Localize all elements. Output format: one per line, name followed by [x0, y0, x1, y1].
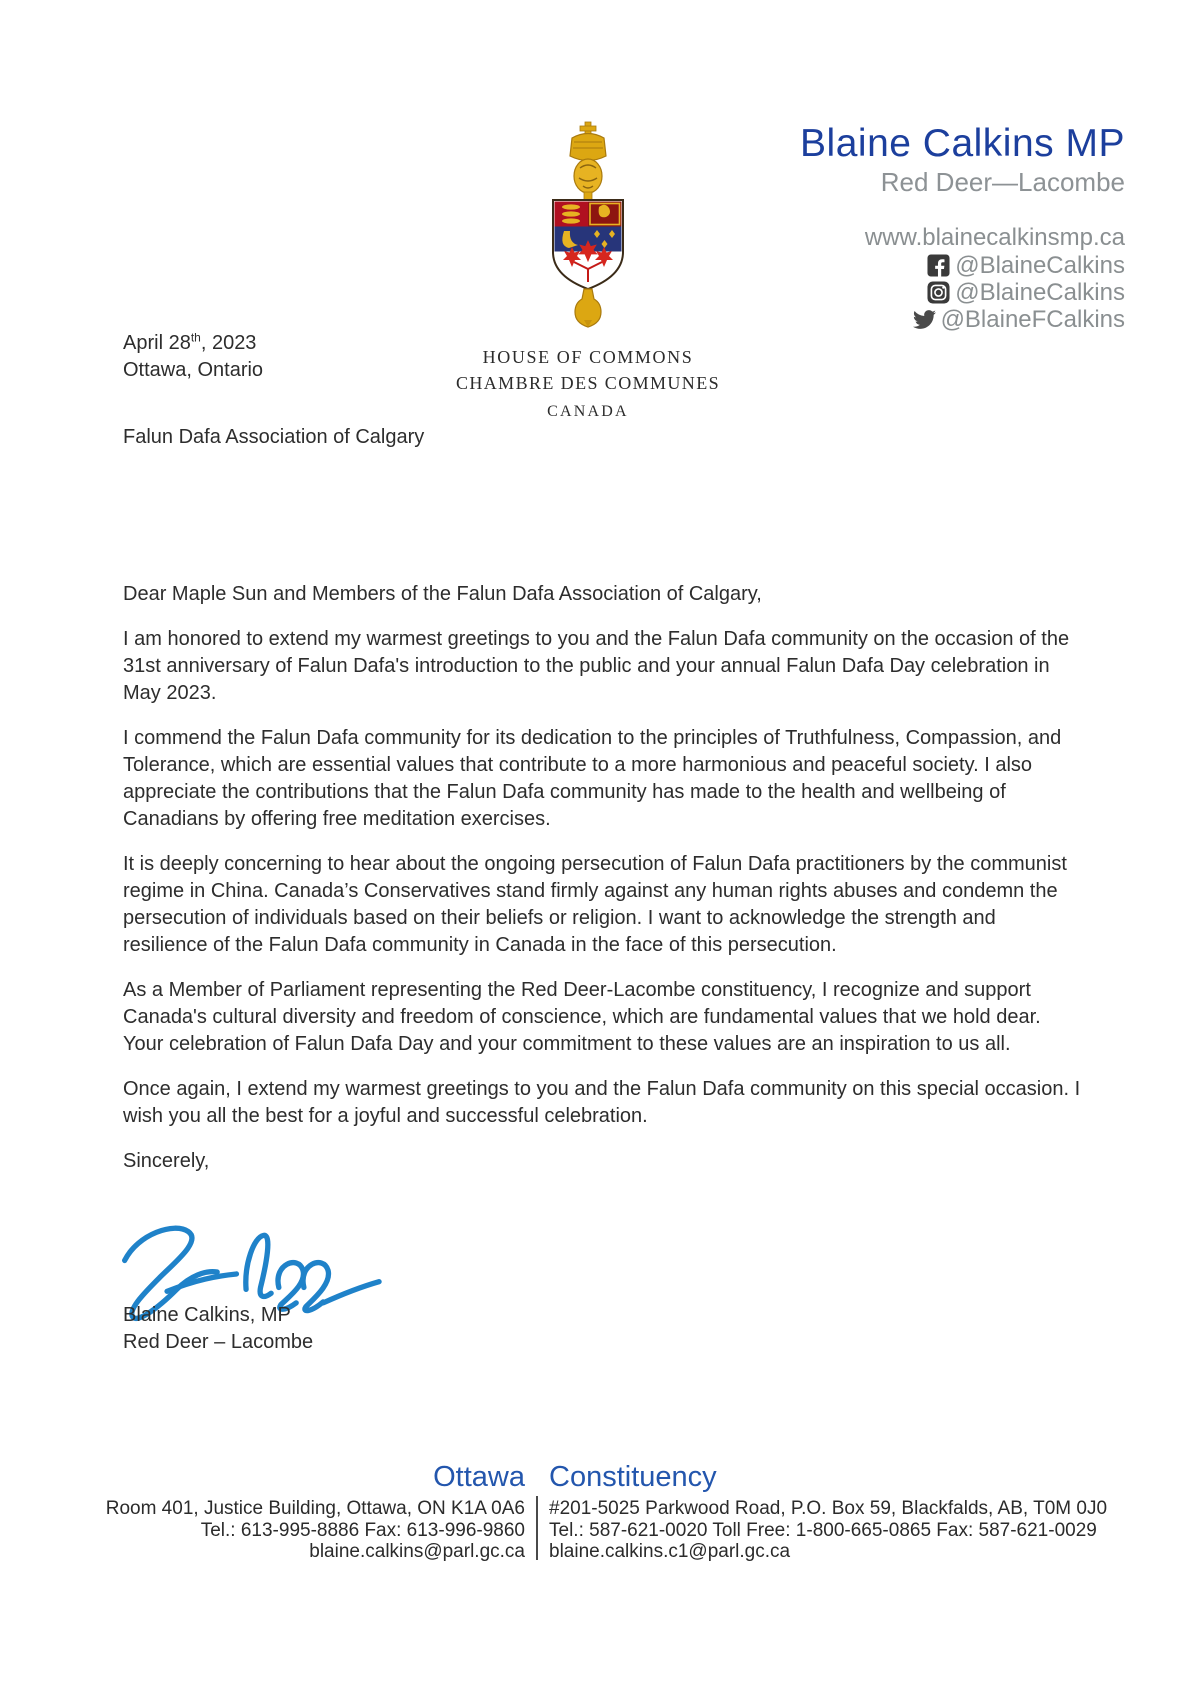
org-title-block — [388, 344, 788, 425]
org-line-fr: CHAMBRE DES COMMUNES — [455, 373, 721, 393]
constituency-address: #201-5025 Parkwood Road, P.O. Box 59, Blackfalds, AB, T0M 0J0 — [549, 1498, 1108, 1519]
paragraph: It is deeply concerning to hear about the ongoing persecution of Falun Dafa practitioners by the communist regime in China. Canada’s Conservatives stand firmly against any human rights abuses and condemn the persecution of individuals based on their beliefs or religion. I want to acknowledge the strength and resilience of the Falun Dafa community in Canada in the face of this persecution. — [123, 853, 1067, 956]
social-row-instagram — [800, 279, 1125, 306]
paragraph: I commend the Falun Dafa community for its dedication to the principles of Truthfulness, Compassion, and Tolerance, which are essential values that contribute to a more harmonious and peaceful society. I also appreciate the contributions that the Falun Dafa community has made to the health and wellbeing of Canadians by offering free meditation exercises. — [123, 727, 1062, 830]
date-block — [123, 330, 263, 384]
website-url: www.blainecalkinsmp.ca — [864, 224, 1125, 251]
constituency-heading: Constituency — [549, 1461, 717, 1493]
signer-block — [123, 1302, 313, 1356]
social-row-facebook — [800, 252, 1125, 279]
date-day: April 28 — [123, 332, 191, 354]
date-ordinal: th — [190, 330, 201, 345]
ottawa-address: Room 401, Justice Building, Ottawa, ON K1A 0A6 — [105, 1498, 525, 1519]
ottawa-lines — [85, 1498, 525, 1563]
recipient: Falun Dafa Association of Calgary — [123, 426, 425, 448]
paragraph: As a Member of Parliament representing the Red Deer-Lacombe constituency, I recognize and support Canada's cultural diversity and freedom of conscience, which are fundamental values that we hold dear. Your celebration of Falun Dafa Day and your commitment to these values are an inspiration to us all. — [123, 979, 1041, 1055]
instagram-icon — [927, 281, 950, 304]
letter-body — [123, 581, 1081, 1193]
mp-riding: Red Deer—Lacombe — [880, 167, 1125, 197]
letter-place: Ottawa, Ontario — [123, 359, 264, 381]
twitter-icon — [913, 308, 936, 331]
mp-name: Blaine Calkins MP — [800, 122, 1125, 165]
england-lions — [562, 204, 580, 223]
org-line-en: HOUSE OF COMMONS — [482, 347, 694, 367]
signer-riding: Red Deer – Lacombe — [123, 1331, 314, 1353]
date-year: , 2023 — [200, 332, 257, 354]
footer-constituency-column — [549, 1460, 1109, 1563]
ottawa-email: blaine.calkins@parl.gc.ca — [309, 1541, 525, 1562]
social-row-twitter — [800, 306, 1125, 333]
ottawa-phone: Tel.: 613-995-8886 Fax: 613-996-9860 — [200, 1519, 525, 1541]
paragraph: I am honored to extend my warmest greetings to you and the Falun Dafa community on the occasion of the 31st anniversary of Falun Dafa's introduction to the public and your annual Falun Dafa Day celebration in May 2023. — [123, 628, 1070, 704]
ottawa-heading: Ottawa — [433, 1461, 525, 1493]
signer-name: Blaine Calkins, MP — [123, 1304, 291, 1326]
constituency-lines — [549, 1498, 1109, 1563]
mace-crown — [570, 134, 606, 161]
mp-header — [800, 122, 1125, 333]
letter-date — [123, 330, 263, 357]
constituency-phone: Tel.: 587-621-0020 Toll Free: 1-800-665-0865 Fax: 587-621-0029 — [549, 1519, 1097, 1541]
facebook-icon — [927, 254, 950, 277]
instagram-handle: @BlaineCalkins — [955, 278, 1125, 306]
org-line-canada: CANADA — [547, 403, 629, 420]
twitter-handle: @BlaineFCalkins — [940, 305, 1125, 333]
facebook-handle: @BlaineCalkins — [955, 251, 1125, 279]
salutation: Dear Maple Sun and Members of the Falun Dafa Association of Calgary, — [123, 583, 762, 605]
paragraph: Once again, I extend my warmest greetings to you and the Falun Dafa community on this special occasion. I wish you all the best for a joyful and successful celebration. — [123, 1078, 1081, 1127]
house-of-commons-crest-icon — [526, 116, 650, 338]
constituency-email: blaine.calkins.c1@parl.gc.ca — [549, 1541, 791, 1562]
footer-divider — [536, 1496, 538, 1560]
closing: Sincerely, — [123, 1150, 210, 1172]
footer-ottawa-column — [85, 1460, 525, 1563]
